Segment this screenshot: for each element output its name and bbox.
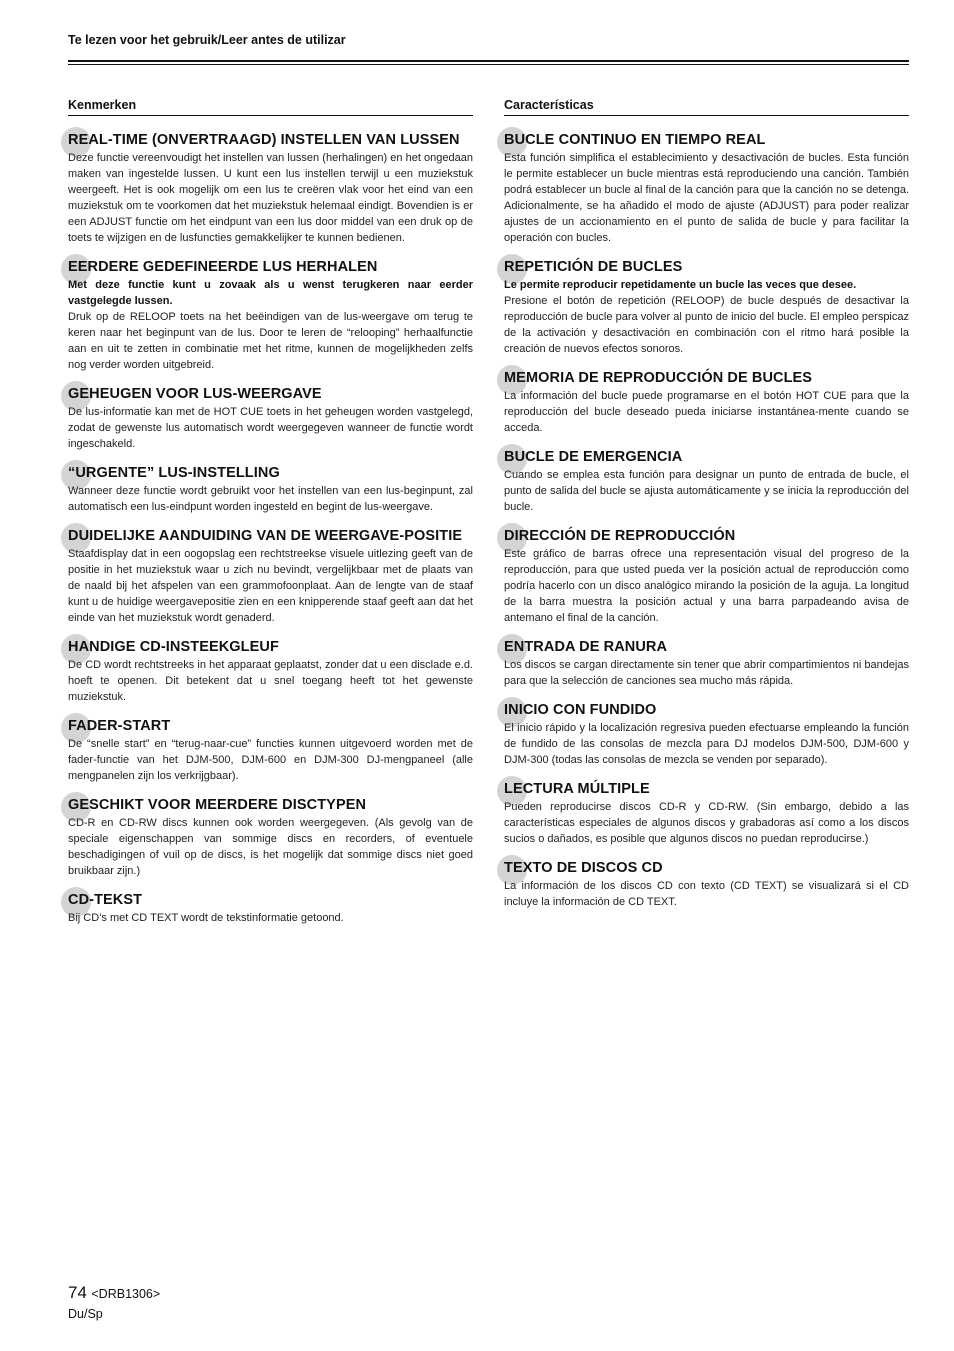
section-body: De CD wordt rechtstreeks in het apparaat geplaatst, zonder dat u een disclade e.d. hoeft te openen. Dit betekent dat u snel toegang heeft tot het gewenste muziekstuk. bbox=[68, 659, 473, 703]
section-body: La información de los discos CD con texto (CD TEXT) se visualizará si el CD incluye la información de CD TEXT. bbox=[504, 880, 909, 908]
right-column-heading: Características bbox=[504, 98, 909, 116]
feature-section bbox=[68, 258, 473, 373]
section-body: Staafdisplay dat in een oogopslag een rechtstreekse visuele uitlezing geeft van de positie in het muziekstuk waar u zich nu bevindt, vergelijkbaar met de plaats van de naald bij het afspelen van een grammofoonplaat. Aan de lengte van de staaf kunt u de huidige weergavepositie zien en een knipperende staaf geeft aan dat het einde van het muziekstuk wordt genaderd. bbox=[68, 548, 473, 624]
feature-section bbox=[68, 464, 473, 515]
feature-section bbox=[68, 796, 473, 879]
section-body: Wanneer deze functie wordt gebruikt voor het instellen van een lus-beginpunt, zal automatisch een lus-eindpunt worden ingesteld en begint de lus-weergave. bbox=[68, 485, 473, 513]
section-body: Los discos se cargan directamente sin tener que abrir compartimientos ni bandejas para que la selección de canciones sea mucho más rápida. bbox=[504, 659, 909, 687]
feature-section bbox=[504, 527, 909, 626]
feature-section bbox=[504, 638, 909, 689]
section-title: ENTRADA DE RANURA bbox=[504, 639, 668, 655]
document-code: <DRB1306> bbox=[91, 1287, 161, 1301]
section-title: GEHEUGEN VOOR LUS-WEERGAVE bbox=[68, 386, 322, 402]
section-lead: Met deze functie kunt u zovaak als u wenst terugkeren naar eerder vastgelegde lussen. bbox=[68, 279, 473, 307]
section-body: De lus-informatie kan met de HOT CUE toets in het geheugen worden vastgelegd, zodat de gewenste lus automatisch wordt weergegeven wanneer de functie wordt ingeschakeld. bbox=[68, 406, 473, 450]
section-body: De “snelle start” en “terug-naar-cue” functies kunnen uitgevoerd worden met de fader-functie van het DJM-500, DJM-600 en DJM-300 DJ-mengpaneel (alle mengpanelen zijn los verkrijgbaar). bbox=[68, 738, 473, 782]
section-title: “URGENTE” LUS-INSTELLING bbox=[68, 465, 280, 481]
feature-section bbox=[68, 638, 473, 705]
feature-section bbox=[504, 131, 909, 246]
section-title: LECTURA MÚLTIPLE bbox=[504, 781, 650, 797]
feature-section bbox=[504, 448, 909, 515]
running-head: Te lezen voor het gebruik/Leer antes de utilizar bbox=[68, 33, 346, 47]
page-footer bbox=[68, 1283, 160, 1324]
feature-section bbox=[504, 369, 909, 436]
feature-section bbox=[504, 859, 909, 910]
language-code: Du/Sp bbox=[68, 1307, 103, 1321]
section-body: Esta función simplifica el establecimiento y desactivación de bucles. Esta función le permite establecer un bucle mientras está reproduciendo una canción. También podrá establecer un bucle al final de la canción para que la canción no se detenga. Adicionalmente, se ha añadido el modo de ajuste (ADJUST) para poder realizar ajustes de un accionamiento en el punto de salida de bucle y para facilitar la operación con bucles. bbox=[504, 152, 909, 244]
section-body: Bij CD’s met CD TEXT wordt de tekstinformatie getoond. bbox=[68, 912, 344, 924]
section-body: Cuando se emplea esta función para designar un punto de entrada de bucle, el punto de salida del bucle se ajusta automáticamente y se inicia la reproducción del bucle. bbox=[504, 469, 909, 513]
right-column bbox=[504, 98, 909, 922]
section-title: CD-TEKST bbox=[68, 892, 143, 908]
section-title: REAL-TIME (ONVERTRAAGD) INSTELLEN VAN LUSSEN bbox=[68, 132, 460, 148]
section-body: Presione el botón de repetición (RELOOP) de bucle después de desactivar la reproducción de bucle para volver al punto de inicio del bucle. El empleo perspicaz de la activación y desactivación en combinación con el ritmo hará posible la creación de nuevos efectos sonoros. bbox=[504, 295, 909, 355]
left-column bbox=[68, 98, 473, 938]
section-title: GESCHIKT VOOR MEERDERE DISCTYPEN bbox=[68, 797, 367, 813]
section-title: FADER-START bbox=[68, 718, 171, 734]
section-body: CD-R en CD-RW discs kunnen ook worden weergegeven. (Als gevolg van de speciale eigenschappen van sommige discs en recorders, of eventuele beschadigingen of vuil op de discs, is het mogelijk dat sommige discs niet goed bruikbaar zijn.) bbox=[68, 817, 473, 877]
feature-section bbox=[504, 780, 909, 847]
feature-section bbox=[68, 131, 473, 246]
section-title: TEXTO DE DISCOS CD bbox=[504, 860, 663, 876]
left-column-heading: Kenmerken bbox=[68, 98, 473, 116]
feature-section bbox=[68, 891, 473, 926]
section-title: DUIDELIJKE AANDUIDING VAN DE WEERGAVE-POSITIE bbox=[68, 528, 463, 544]
feature-section bbox=[68, 527, 473, 626]
section-title: MEMORIA DE REPRODUCCIÓN DE BUCLES bbox=[504, 370, 813, 386]
feature-section bbox=[504, 701, 909, 768]
section-title: HANDIGE CD-INSTEEKGLEUF bbox=[68, 639, 279, 655]
section-title: BUCLE CONTINUO EN TIEMPO REAL bbox=[504, 132, 766, 148]
section-title: DIRECCIÓN DE REPRODUCCIÓN bbox=[504, 528, 736, 544]
section-lead: Le permite reproducir repetidamente un bucle las veces que desee. bbox=[504, 279, 857, 291]
section-title: BUCLE DE EMERGENCIA bbox=[504, 449, 683, 465]
feature-section bbox=[504, 258, 909, 357]
section-body: Deze functie vereenvoudigt het instellen van lussen (herhalingen) en het ongedaan maken van ingestelde lussen. U kunt een lus instellen terwijl u een muziekstuk weergeeft. Het is ook mogelijk om een lus te creëren vlak voor het eind van een muziekstuk om te voorkomen dat het muziekstuk helemaal eindigt. Bovendien is er een ADJUST functie om het eindpunt van een lus door middel van een druk op de toets te wijzigen en de lusfuncties gemakkelijker te kunnen bedienen. bbox=[68, 152, 473, 244]
header-rule bbox=[68, 60, 909, 65]
page-number: 74 bbox=[68, 1283, 87, 1302]
section-body: El inicio rápido y la localización regresiva pueden efectuarse empleando la función de fundido de las consolas de mezcla para DJ modelos DJM-500, DJM-600 y DJM-300 (todas las consolas de mezcla se venden por separado). bbox=[504, 722, 909, 766]
section-body: Druk op de RELOOP toets na het beëindigen van de lus-weergave om terug te keren naar het beginpunt van de lus. Door te leren de “relooping” herhaalfunctie aan en uit te zetten in combinatie met het ritme, kunnen de mogelijkheden zelfs nog verder worden uitgebreid. bbox=[68, 311, 473, 371]
section-title: EERDERE GEDEFINEERDE LUS HERHALEN bbox=[68, 259, 378, 275]
feature-section bbox=[68, 385, 473, 452]
section-body: La información del bucle puede programarse en el botón HOT CUE para que la reproducción del bucle deseado pueda iniciarse instantánea-mente cuando se acceda. bbox=[504, 390, 909, 434]
section-title: REPETICIÓN DE BUCLES bbox=[504, 259, 683, 275]
section-body: Pueden reproducirse discos CD-R y CD-RW. (Sin embargo, debido a las características especiales de algunos discos y grabadoras así como a los discos sucios o dañados, es posible que algunos discos no puedan reproducirse.) bbox=[504, 801, 909, 845]
feature-section bbox=[68, 717, 473, 784]
section-title: INICIO CON FUNDIDO bbox=[504, 702, 657, 718]
section-body: Este gráfico de barras ofrece una representación visual del progreso de la reproducción, para que usted pueda ver la posición actual de reproducción como podría hacerlo con un disco analógico mirando la posición de la aguja. La longitud de la barra muestra la posición actual y una barra parpadeando avisa de antemano el final de la canción. bbox=[504, 548, 909, 624]
